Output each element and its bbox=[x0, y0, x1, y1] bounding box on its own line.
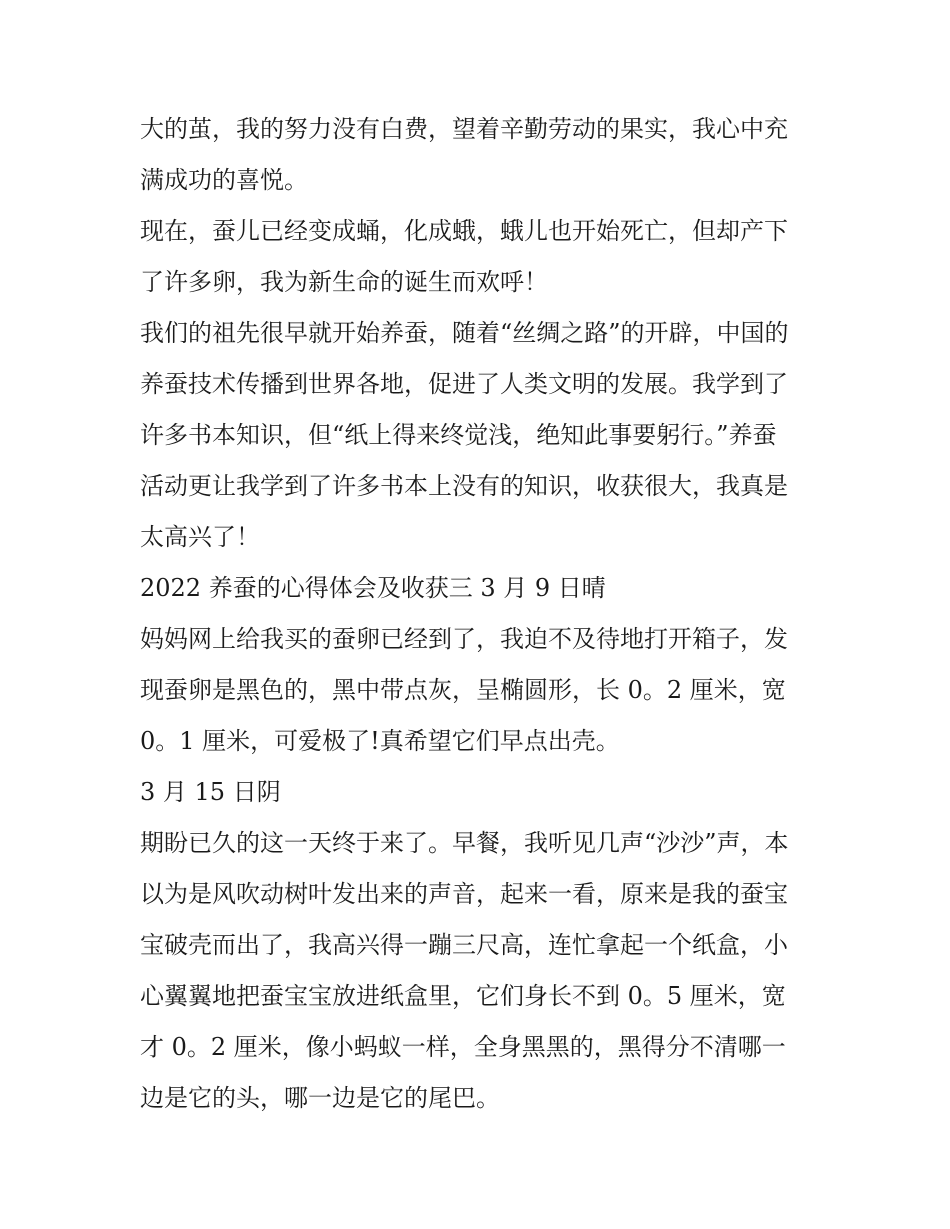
text-line: 心翼翼地把蚕宝宝放进纸盒里，它们身长不到 0。5 厘米，宽 bbox=[140, 982, 786, 1010]
text-line: 了许多卵，我为新生命的诞生而欢呼！ bbox=[140, 268, 548, 296]
text-line: 以为是风吹动树叶发出来的声音，起来一看，原来是我的蚕宝 bbox=[140, 880, 788, 908]
text-line: 现在，蚕儿已经变成蛹，化成蛾，蛾儿也开始死亡，但却产下 bbox=[140, 217, 788, 245]
text-line: 才 0。2 厘米，像小蚂蚁一样，全身黑黑的，黑得分不清哪一 bbox=[140, 1033, 786, 1061]
text-line: 现蚕卵是黑色的，黑中带点灰，呈椭圆形，长 0。2 厘米，宽 bbox=[140, 676, 786, 704]
text-line: 满成功的喜悦。 bbox=[140, 166, 308, 194]
section-heading: 2022 养蚕的心得体会及收获三 3 月 9 日晴 bbox=[140, 574, 606, 602]
text-line: 宝破壳而出了，我高兴得一蹦三尺高，连忙拿起一个纸盒，小 bbox=[140, 931, 788, 959]
document-body bbox=[140, 104, 820, 1124]
text-line: 大的茧，我的努力没有白费，望着辛勤劳动的果实，我心中充 bbox=[140, 115, 788, 143]
text-line: 0。1 厘米，可爱极了!真希望它们早点出壳。 bbox=[140, 727, 620, 755]
text-line: 我们的祖先很早就开始养蚕，随着“丝绸之路”的开辟，中国的 bbox=[140, 319, 789, 347]
text-line: 妈妈网上给我买的蚕卵已经到了，我迫不及待地打开箱子，发 bbox=[140, 625, 788, 653]
text-line: 太高兴了！ bbox=[140, 523, 260, 551]
text-line: 养蚕技术传播到世界各地，促进了人类文明的发展。我学到了 bbox=[140, 370, 788, 398]
text-line: 边是它的头，哪一边是它的尾巴。 bbox=[140, 1084, 500, 1112]
date-heading: 3 月 15 日阴 bbox=[140, 778, 281, 806]
text-line: 期盼已久的这一天终于来了。早餐，我听见几声“沙沙”声，本 bbox=[140, 829, 789, 857]
text-line: 许多书本知识，但“纸上得来终觉浅，绝知此事要躬行。”养蚕 bbox=[140, 421, 777, 449]
text-line: 活动更让我学到了许多书本上没有的知识，收获很大，我真是 bbox=[140, 472, 788, 500]
